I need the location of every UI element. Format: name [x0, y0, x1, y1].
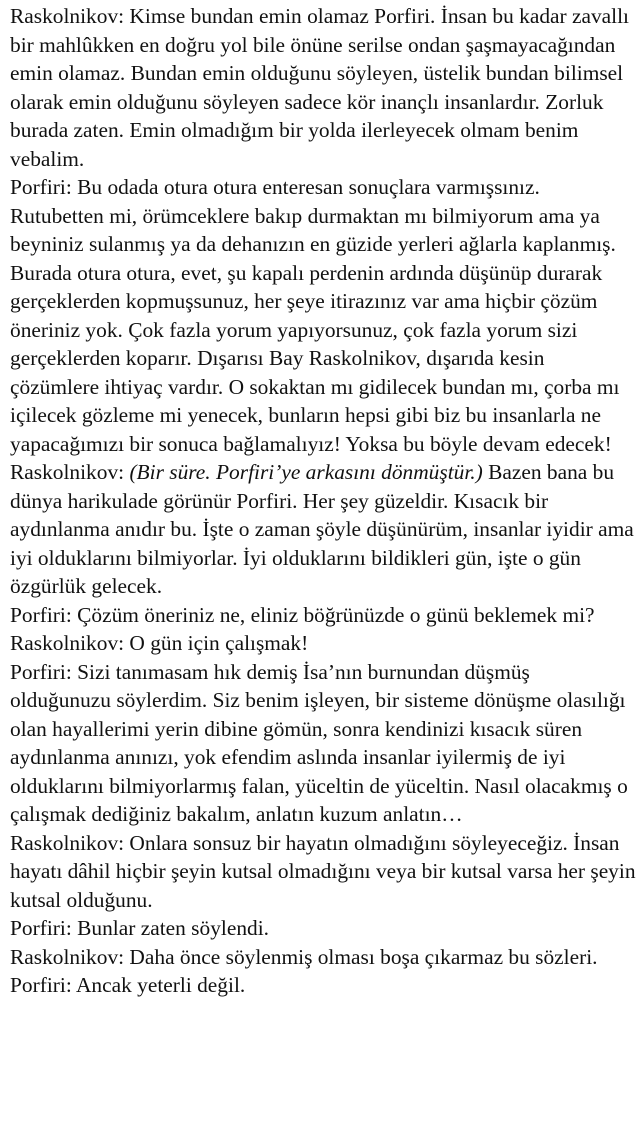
document-page	[10, 2, 636, 997]
paragraph-raskolnikov-3: Raskolnikov: O gün için çalışmak!	[10, 631, 309, 655]
dialogue-text: Bazen bana bu dünya harikulade görünür Porfiri. Her şey güzeldir. Kısacık bir aydınlanma anıdır bu. İşte o zaman şöyle düşünürüm, insanlar iyidir ama iyi olduklarını bilmiyorlar. İyi olduklarını bildikleri gün, işte o gün özgürlük gelecek.	[10, 460, 634, 598]
paragraph-raskolnikov-1: Raskolnikov: Kimse bundan emin olamaz Porfiri. İnsan bu kadar zavallı bir mahlûkken en doğru yol bile önüne serilse ondan şaşmayacağından emin olamaz. Bundan emin olduğunu söyleyen, üstelik bundan bilimsel olarak emin olduğunu söyleyen sadece kör inançlı insanlardır. Zorluk burada zaten. Emin olmadığım bir yolda ilerleyecek olmam benim vebalim.	[10, 4, 629, 171]
stage-direction: (Bir süre. Porfiri’ye arkasını dönmüştür.)	[129, 460, 483, 484]
paragraph-porfiri-1: Porfiri: Bu odada otura otura enteresan sonuçlara varmışsınız. Rutubetten mi, örümceklere bakıp durmaktan mı bilmiyorum ama ya beyniniz sulanmış ya da dehanızın en güzide yerleri ağlarla kaplanmış. Burada otura otura, evet, şu kapalı perdenin ardında düşünüp durarak gerçeklerden kopmuşsunuz, her şeye itirazınız var ama hiçbir çözüm öneriniz yok. Çok fazla yorum yapıyorsunuz, çok fazla yorum sizi gerçeklerden koparır. Dışarısı Bay Raskolnikov, dışarıda kesin çözümlere ihtiyaç vardır. O sokaktan mı gidilecek bundan mı, çorba mı içilecek gözleme mi yenecek, bunların hepsi gibi biz bu insanlarla ne yapacağımızı bir sonuca bağlamalıyız! Yoksa bu böyle devam edecek!	[10, 175, 620, 456]
paragraph-porfiri-2: Porfiri: Çözüm öneriniz ne, eliniz böğrünüzde o günü beklemek mi?	[10, 602, 595, 627]
paragraph-raskolnikov-2	[10, 458, 636, 601]
paragraph-porfiri-4: Porfiri: Bunlar zaten söylendi.	[10, 916, 270, 940]
paragraph-raskolnikov-5: Raskolnikov: Daha önce söylenmiş olması boşa çıkarmaz bu sözleri.	[10, 944, 598, 969]
paragraph-raskolnikov-4: Raskolnikov: Onlara sonsuz bir hayatın olmadığını söyleyeceğiz. İnsan hayatı dâhil hiçbir şeyin kutsal olmadığını veya bir kutsal varsa her şeyin kutsal olduğunu.	[10, 830, 636, 912]
speaker-label: Raskolnikov:	[10, 460, 130, 484]
paragraph-porfiri-5-cut-off: Porfiri: Ancak yeterli değil.	[10, 973, 246, 997]
paragraph-porfiri-3: Porfiri: Sizi tanımasam hık demiş İsa’nın burnundan düşmüş olduğunuzu söylerdim. Siz benim işleyen, bir sisteme dönüşme olasılığı olan hayallerimi yerin dibine gömün, sonra kendinizi kısacık süren aydınlanma anınızı, yok efendim aslında insanlar iyilermiş de iyi olduklarını bilmiyorlarmış falan, yüceltin de yüceltin. Nasıl olacakmış o çalışmak dediğiniz bakalım, anlatın kuzum anlatın…	[10, 659, 628, 826]
